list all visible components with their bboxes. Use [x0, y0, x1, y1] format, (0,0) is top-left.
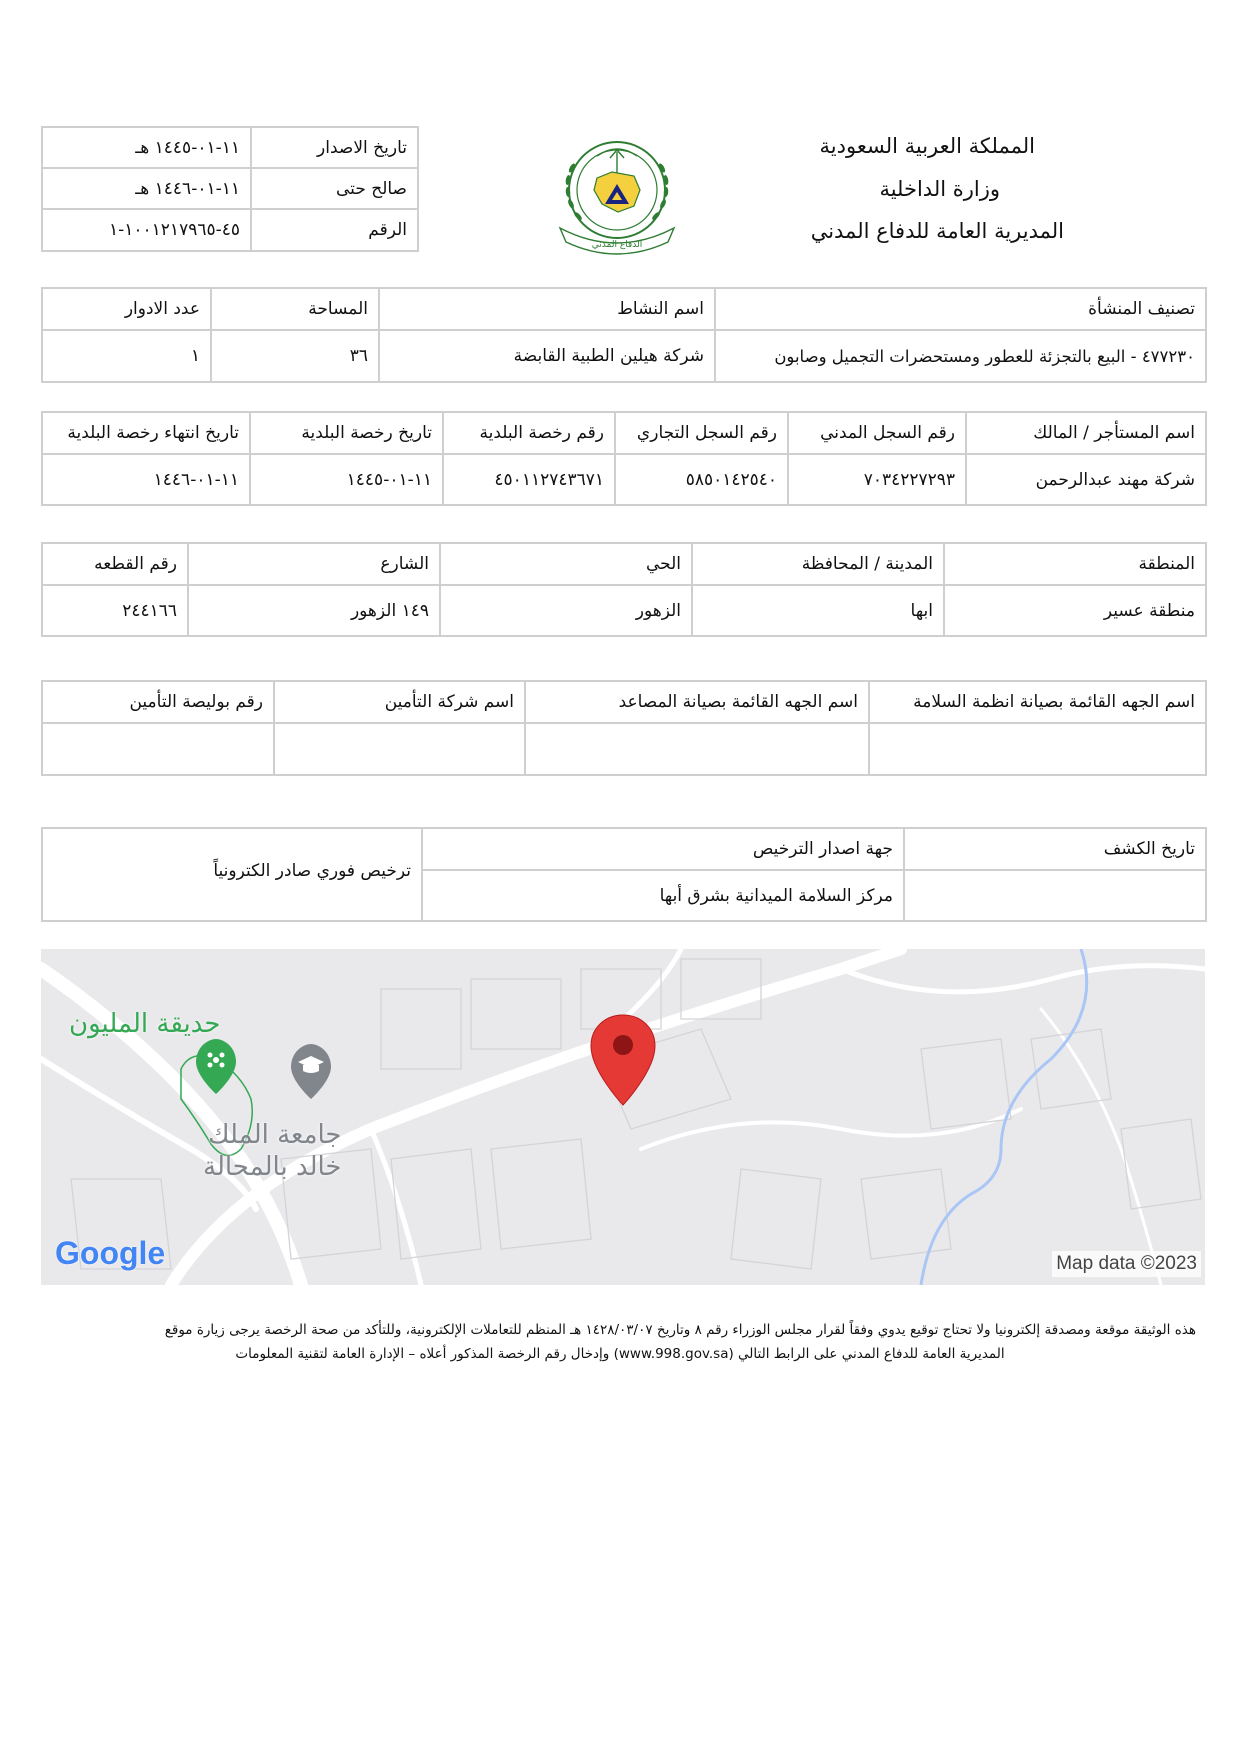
insurer-label: اسم شركة التأمين — [274, 681, 525, 723]
location-map[interactable] — [41, 949, 1205, 1285]
city-label: المدينة / المحافظة — [692, 543, 944, 585]
municipal-license-label: رقم رخصة البلدية — [443, 412, 615, 454]
safety-maintenance-value — [869, 723, 1206, 775]
activity-value: شركة هيلين الطبية القابضة — [379, 330, 715, 382]
license-authority-label: جهة اصدار الترخيص — [422, 828, 904, 870]
issue-date-label: تاريخ الاصدار — [251, 127, 418, 168]
park-marker-icon[interactable] — [196, 1039, 236, 1094]
street-label: الشارع — [188, 543, 440, 585]
map-attribution: Map data ©2023 — [1052, 1251, 1201, 1277]
commercial-record-label: رقم السجل التجاري — [615, 412, 788, 454]
municipal-date-value: ١١-٠١-١٤٤٥ — [250, 454, 443, 505]
owner-value: شركة مهند عبدالرحمن — [966, 454, 1206, 505]
civil-record-label: رقم السجل المدني — [788, 412, 966, 454]
commercial-record-value: ٥٨٥٠١٤٢٥٤٠ — [615, 454, 788, 505]
region-value: منطقة عسير — [944, 585, 1206, 636]
district-label: الحي — [440, 543, 692, 585]
number-label: الرقم — [251, 209, 418, 251]
park-label: حديقة المليون — [69, 1009, 221, 1039]
floors-label: عدد الادوار — [42, 288, 211, 330]
emblem-caption: الدفاع المدني — [591, 240, 643, 250]
municipal-expiry-value: ١١-٠١-١٤٤٦ — [42, 454, 250, 505]
footer-line-1: هذه الوثيقة موقعة ومصدقة إلكترونيا ولا تحتاج توقيع يدوي وفقاً لقرار مجلس الوزراء رقم ٨ وتاريخ ١٤٢٨/٠٣/٠٧ هـ المنظم للتعاملات الإلكترونية، وللتأكد من صحة الرخصة يرجى زيارة موقع — [164, 1322, 1196, 1338]
maintenance-insurance-table — [41, 680, 1207, 776]
header-kingdom: المملكة العربية السعودية — [819, 134, 1035, 158]
university-label-line1: جامعة الملك — [208, 1120, 342, 1150]
owner-license-table — [41, 411, 1207, 506]
location-pin-icon[interactable] — [591, 1015, 655, 1105]
classification-value: ٤٧٧٢٣٠ - البيع بالتجزئة للعطور ومستحضرات التجميل وصابون — [715, 330, 1206, 382]
location-table — [41, 542, 1207, 637]
policy-number-label: رقم بوليصة التأمين — [42, 681, 274, 723]
footer-line-2: المديرية العامة للدفاع المدني على الرابط التالي (www.998.gov.sa) وإدخال رقم الرخصة المذكور أعلاه – الإدارة العامة لتقنية المعلومات — [235, 1346, 1005, 1362]
header-directorate: المديرية العامة للدفاع المدني — [810, 219, 1064, 243]
street-value: ١٤٩ الزهور — [188, 585, 440, 636]
policy-number-value — [42, 723, 274, 775]
elevator-maintenance-label: اسم الجهه القائمة بصيانة المصاعد — [525, 681, 869, 723]
header-ministry: وزارة الداخلية — [879, 177, 1000, 201]
district-value: الزهور — [440, 585, 692, 636]
floors-value: ١ — [42, 330, 211, 382]
valid-until-value: ١١-٠١-١٤٤٦ هـ — [42, 168, 251, 209]
municipal-date-label: تاريخ رخصة البلدية — [250, 412, 443, 454]
elevator-maintenance-value — [525, 723, 869, 775]
instant-license-note: ترخيص فوري صادر الكترونياً — [42, 828, 422, 921]
facility-table — [41, 287, 1207, 383]
inspection-table — [41, 827, 1207, 922]
valid-until-label: صالح حتى — [251, 168, 418, 209]
area-label: المساحة — [211, 288, 379, 330]
university-marker-icon[interactable] — [291, 1044, 331, 1099]
plot-label: رقم القطعه — [42, 543, 188, 585]
area-value: ٣٦ — [211, 330, 379, 382]
activity-label: اسم النشاط — [379, 288, 715, 330]
owner-label: اسم المستأجر / المالك — [966, 412, 1206, 454]
plot-value: ٢٤٤١٦٦ — [42, 585, 188, 636]
civil-defense-emblem-icon — [542, 128, 692, 266]
civil-record-value: ٧٠٣٤٢٢٧٢٩٣ — [788, 454, 966, 505]
license-authority-value: مركز السلامة الميدانية بشرق أبها — [422, 870, 904, 921]
issue-date-value: ١١-٠١-١٤٤٥ هـ — [42, 127, 251, 168]
inspection-date-value — [904, 870, 1206, 921]
safety-maintenance-label: اسم الجهه القائمة بصيانة انظمة السلامة — [869, 681, 1206, 723]
number-value: ٤٥-١٠٠١٢١٧٩٦٥-١ — [42, 209, 251, 251]
region-label: المنطقة — [944, 543, 1206, 585]
inspection-date-label: تاريخ الكشف — [904, 828, 1206, 870]
university-label — [203, 1119, 342, 1183]
classification-label: تصنيف المنشأة — [715, 288, 1206, 330]
google-logo: Google — [55, 1235, 166, 1271]
city-value: ابها — [692, 585, 944, 636]
municipal-expiry-label: تاريخ انتهاء رخصة البلدية — [42, 412, 250, 454]
insurer-value — [274, 723, 525, 775]
issue-info-table — [41, 126, 419, 252]
municipal-license-value: ٤٥٠١١٢٧٤٣٦٧١ — [443, 454, 615, 505]
university-label-line2: خالد بالمحالة — [203, 1152, 342, 1182]
